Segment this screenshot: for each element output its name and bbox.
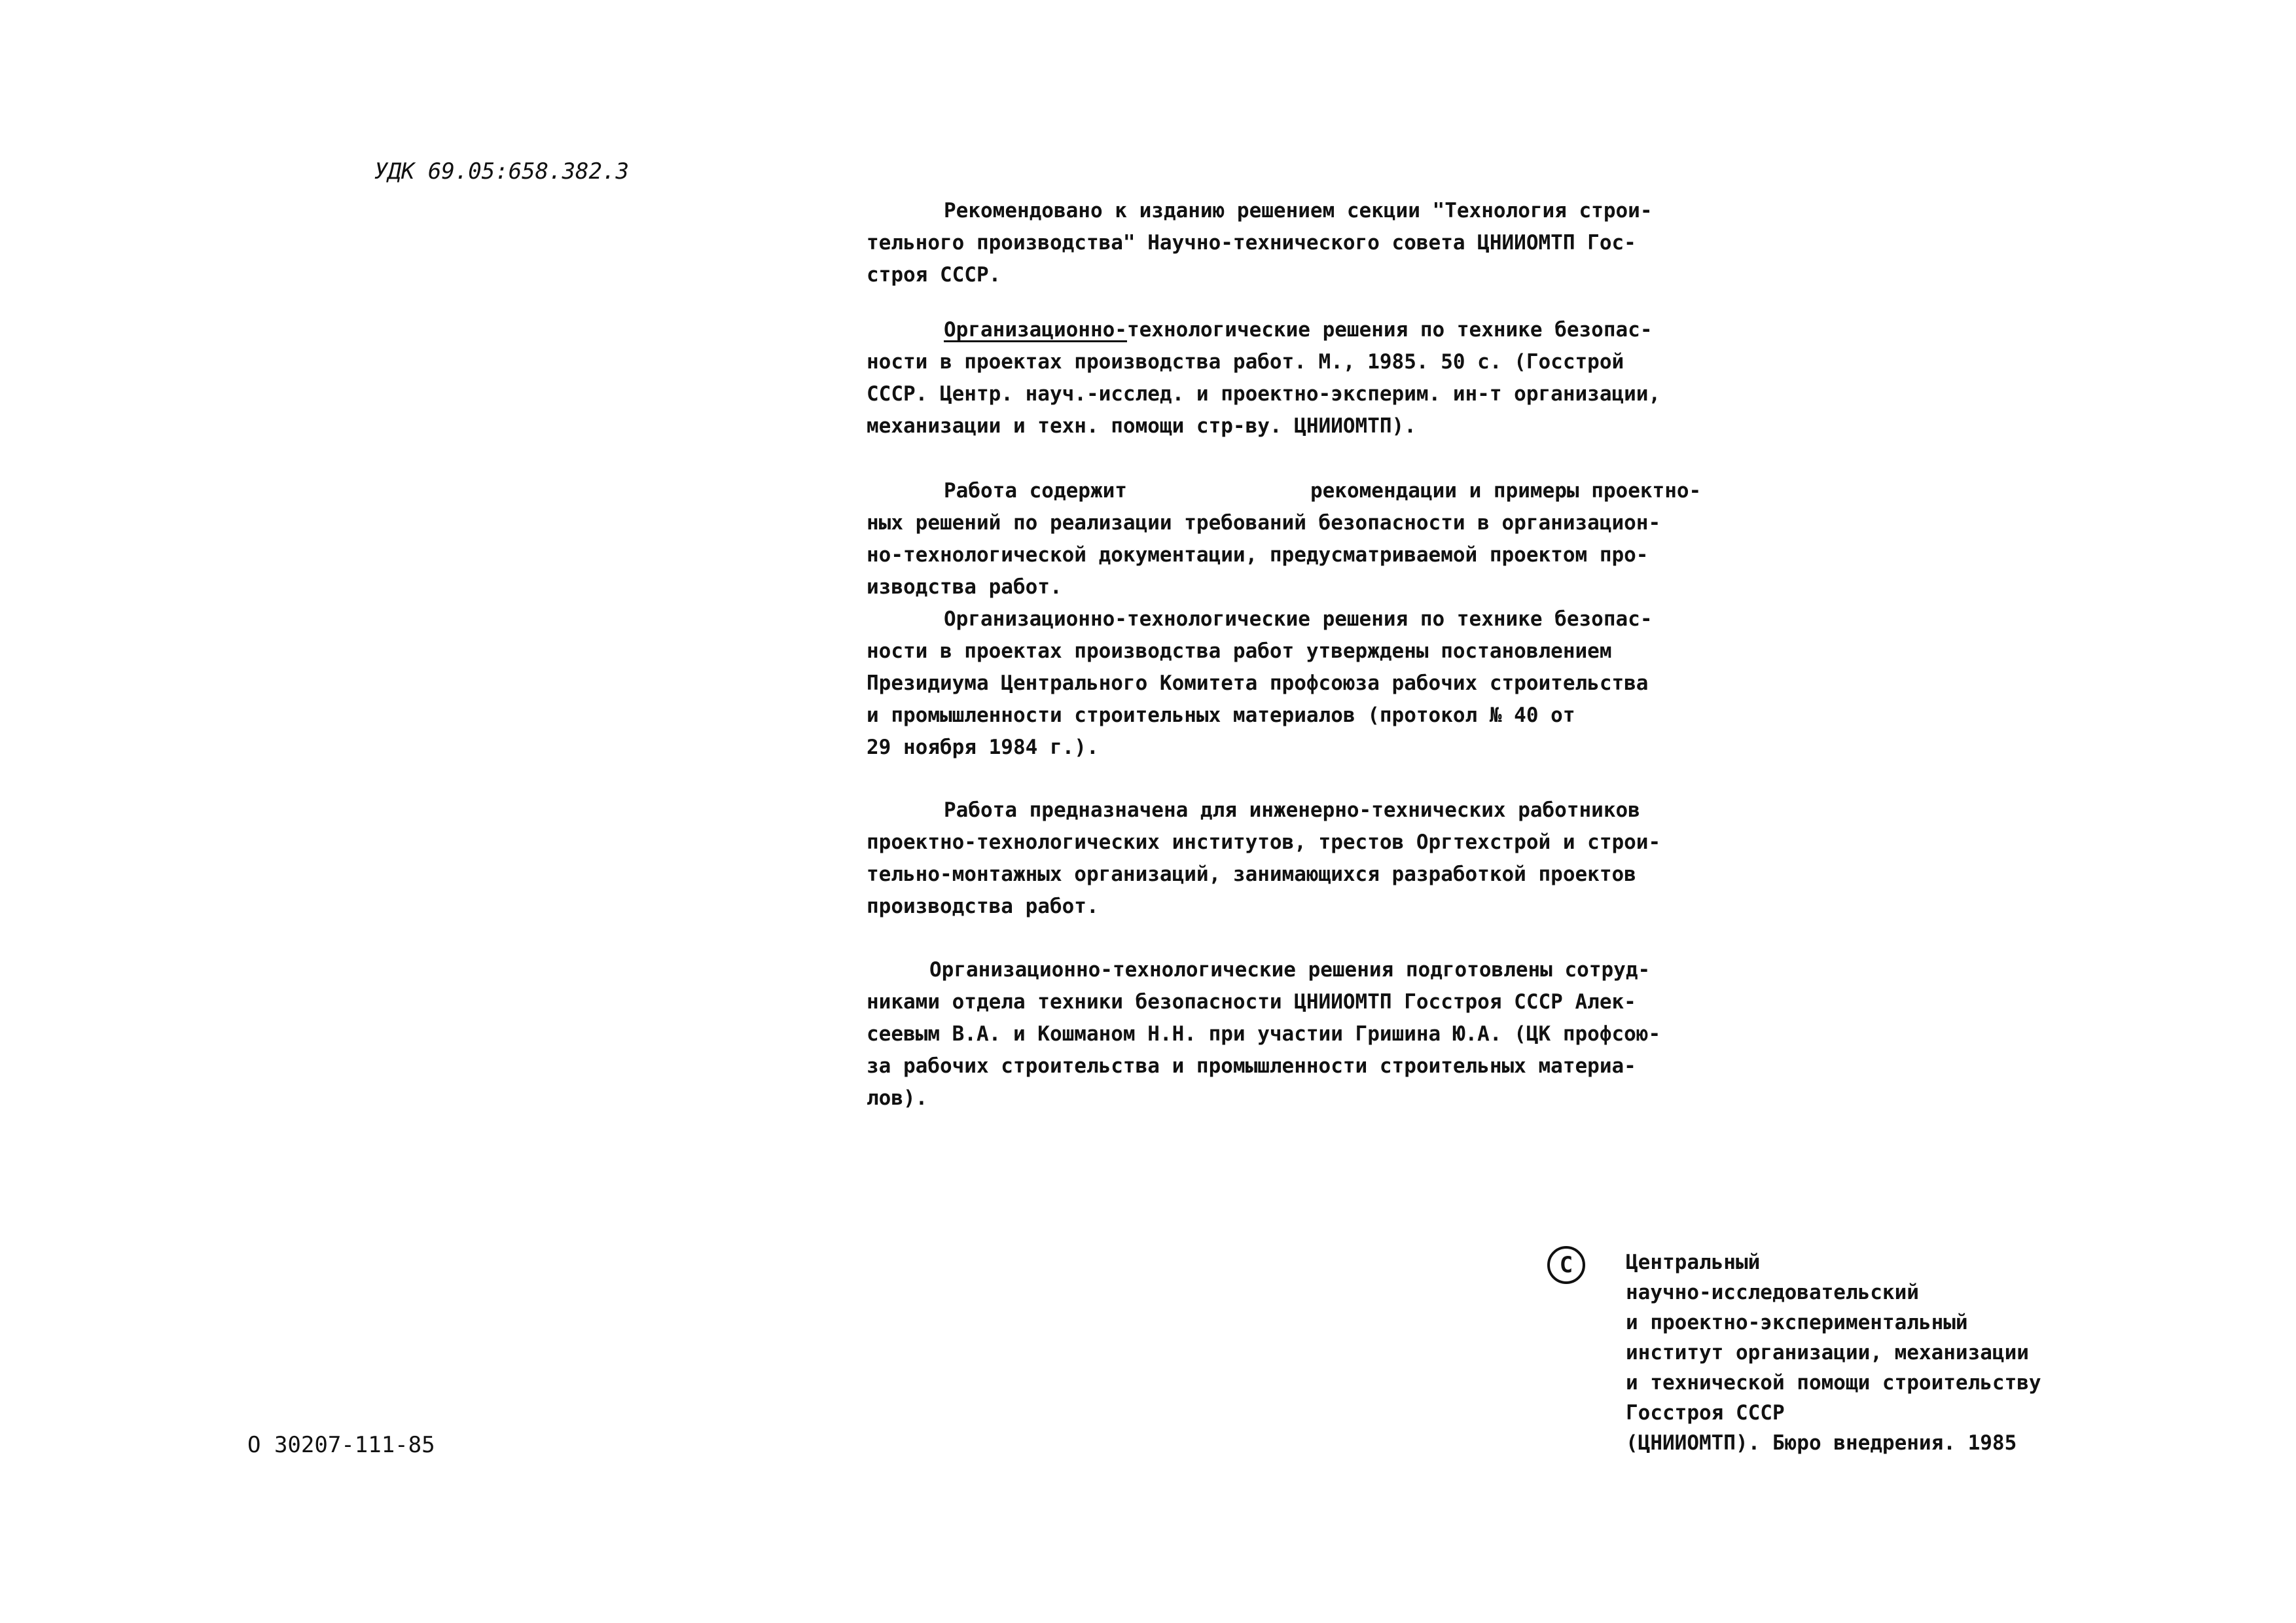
citation-line <box>867 314 1744 346</box>
publisher-line: и технической помощи строительству <box>1626 1371 2041 1395</box>
authors-paragraph <box>867 954 1744 1115</box>
udk-code: УДК 69.05:658.382.3 <box>374 158 629 185</box>
approval-line: 29 ноября 1984 г.). <box>867 736 1099 759</box>
approval-line: Президиума Центрального Комитета профсоюза рабочих строительства <box>867 671 1649 695</box>
authors-line: за рабочих строительства и промышленности строительных материа- <box>867 1054 1636 1078</box>
citation-title-rest: технологические решения по технике безопас- <box>1126 318 1653 342</box>
publisher-line: (ЦНИИОМТП). Бюро внедрения. 1985 <box>1626 1431 2017 1455</box>
audience-paragraph <box>867 794 1744 923</box>
summary-line: ных решений по реализации требований безопасности в организацион- <box>867 511 1661 535</box>
audience-line: проектно-технологических институтов, трестов Оргтехстрой и строи- <box>867 830 1661 854</box>
recommendation-line: строя СССР. <box>867 263 1001 287</box>
approval-line: ности в проектах производства работ утверждены постановлением <box>867 639 1612 663</box>
publisher-line: Госстроя СССР <box>1626 1401 1785 1425</box>
copyright-icon: C <box>1547 1246 1585 1284</box>
recommendation-line: Рекомендовано к изданию решением секции "Технология строи- <box>944 199 1653 223</box>
citation-title-start: Организационно- <box>944 318 1127 342</box>
citation-line: механизации и техн. помощи стр-ву. ЦНИИОМТП). <box>867 414 1416 438</box>
summary-line: изводства работ. <box>867 575 1062 599</box>
catalog-code: О 30207-111-85 <box>247 1432 435 1458</box>
audience-line: тельно-монтажных организаций, занимающихся разработкой проектов <box>867 863 1636 886</box>
audience-line: Работа предназначена для инженерно-технических работников <box>944 798 1640 822</box>
summary-line <box>867 475 1744 507</box>
citation-line: СССР. Центр. науч.-исслед. и проектно-эксперим. ин-т организации, <box>867 382 1661 406</box>
publisher-line: Центральный <box>1626 1251 1761 1274</box>
publisher-line: институт организации, механизации <box>1626 1341 2029 1364</box>
citation-line: ности в проектах производства работ. М., 1985. 50 с. (Госстрой <box>867 350 1624 374</box>
publisher-block <box>1626 1247 2041 1458</box>
approval-line: и промышленности строительных материалов (протокол № 40 от <box>867 704 1575 727</box>
summary-paragraph <box>867 475 1744 603</box>
audience-line: производства работ. <box>867 895 1099 918</box>
citation-paragraph <box>867 314 1744 442</box>
authors-line: лов). <box>867 1086 928 1110</box>
summary-end: рекомендации и примеры проектно- <box>1310 479 1702 503</box>
authors-line: сеевым В.А. и Кошманом Н.Н. при участии Гришина Ю.А. (ЦК профсою- <box>867 1022 1661 1046</box>
approval-paragraph <box>867 603 1744 764</box>
summary-start: Работа содержит <box>944 479 1127 503</box>
recommendation-line: тельного производства" Научно-технического совета ЦНИИОМТП Гос- <box>867 231 1636 255</box>
authors-line: никами отдела техники безопасности ЦНИИОМТП Госстроя СССР Алек- <box>867 990 1636 1014</box>
summary-line: но-технологической документации, предусматриваемой проектом про- <box>867 543 1649 567</box>
authors-line: Организационно-технологические решения подготовлены сотруд- <box>929 958 1651 982</box>
approval-line: Организационно-технологические решения по технике безопас- <box>944 607 1653 631</box>
publisher-line: научно-исследовательский <box>1626 1281 1919 1304</box>
publisher-line: и проектно-экспериментальный <box>1626 1311 1968 1334</box>
recommendation-paragraph <box>867 195 1744 291</box>
